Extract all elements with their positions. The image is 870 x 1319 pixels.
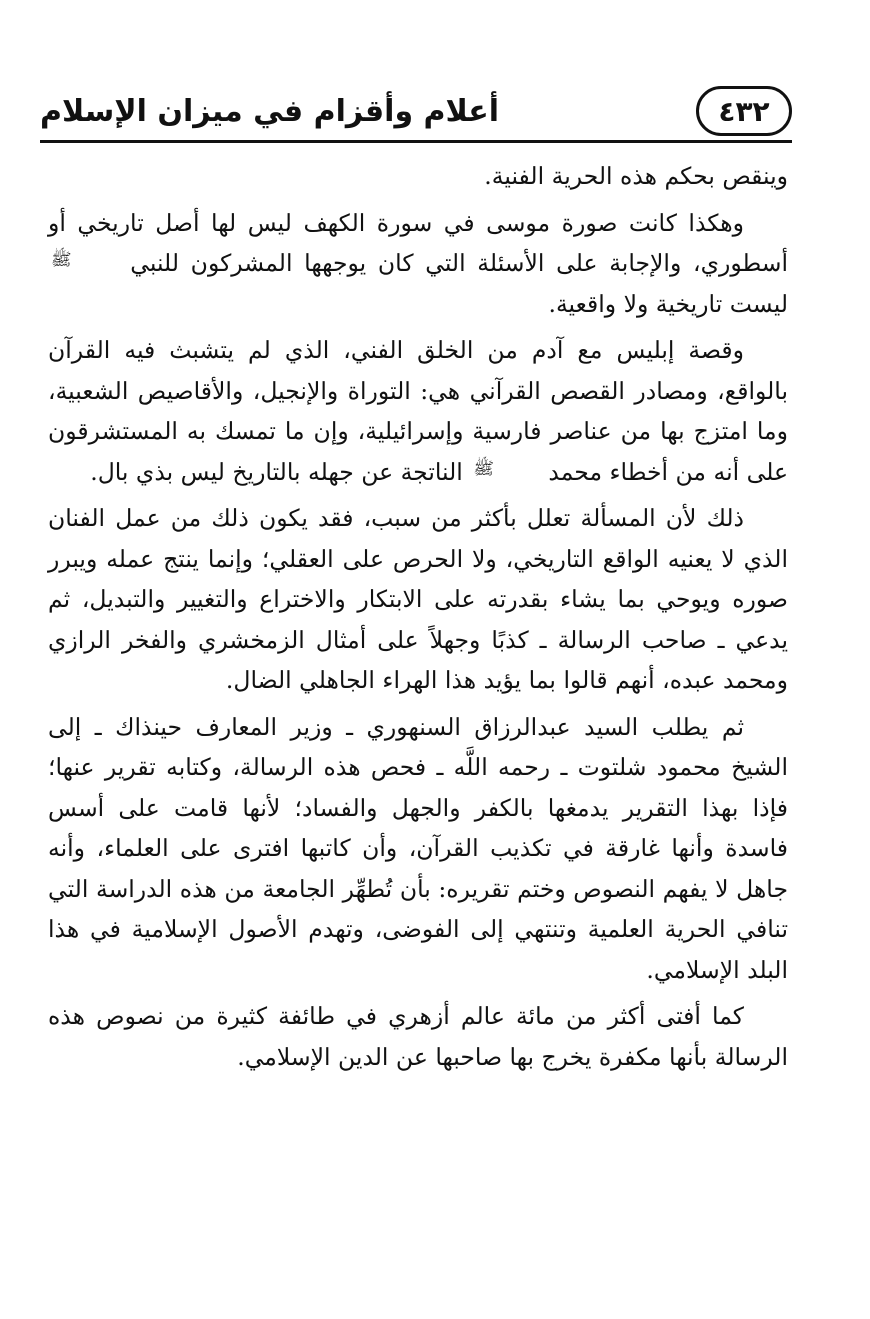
- paragraph-2-text-after: ليست تاريخية ولا واقعية.: [548, 289, 788, 318]
- paragraph-4: ذلك لأن المسألة تعلل بأكثر من سبب، فقد يكون ذلك من عمل الفنان الذي لا يعنيه الواقع التاريخي، ولا الحرص على العقلي؛ وإنما ينتج عمله ويبرر صوره ويوحي بما يشاء بقدرته على الابتكار والاختراع والتغيير والتبديل، ثم يدعي ـ صاحب الرسالة ـ كذبًا وجهلاً على أمثال الزمخشري والفخر الرازي ومحمد عبده، أنهم قالوا بما يؤيد هذا الهراء الجاهلي الضال.: [48, 504, 788, 694]
- paragraph-2-text-before: وهكذا كانت صورة موسى في سورة الكهف ليس لها أصل تاريخي أو أسطوري، والإجابة على الأسئلة التي كان يوجهها المشركون للنبي: [48, 208, 788, 277]
- paragraph-2: [48, 203, 788, 325]
- paragraph-3: [48, 330, 788, 492]
- body-text: [48, 156, 788, 1077]
- paragraph-6: كما أفتى أكثر من مائة عالم أزهري في طائفة كثيرة من نصوص هذه الرسالة بأنها مكفرة يخرج بها صاحبها عن الدين الإسلامي.: [48, 1002, 788, 1071]
- running-title: أعلام وأقزام في ميزان الإسلام: [40, 94, 500, 129]
- page-number: ٤٣٢: [696, 86, 792, 136]
- paragraph-1: وينقص بحكم هذه الحرية الفنية.: [484, 162, 788, 190]
- honorific-glyph: ﷺ: [473, 458, 494, 479]
- paragraph-3-text-after: الناتجة عن جهله بالتاريخ ليس بذي بال.: [90, 457, 463, 486]
- header-divider: [40, 140, 792, 143]
- paragraph-5: ثم يطلب السيد عبدالرزاق السنهوري ـ وزير المعارف حينذاك ـ إلى الشيخ محمود شلتوت ـ رحمه اللَّه ـ فحص هذه الرسالة، وكتابه تقرير عنها؛ فإذا بهذا التقرير يدمغها بالكفر والجهل والفساد؛ لأنها قامت على أسس فاسدة وأنها غارقة في تكذيب القرآن، وأن كاتبها افترى على العلماء، وأنه جاهل لا يفهم النصوص وختم تقريره: بأن تُطهِّر الجامعة من هذه الدراسة التي تنافي الحرية العلمية وتنتهي إلى الفوضى، وتهدم الأصول الإسلامية في هذا البلد الإسلامي.: [48, 712, 788, 984]
- paragraph-3-text-before: وقصة إبليس مع آدم من الخلق الفني، الذي لم يتشبث فيه القرآن بالواقع، ومصادر القصص القرآني هي: التوراة والإنجيل، والأقاصيص الشعبية، وما امتزج بها من عناصر فارسية وإسرائيلية، وإن ما تمسك به المستشرقون على أنه من أخطاء محمد: [48, 336, 788, 486]
- page-header: [40, 84, 792, 148]
- honorific-glyph: ﷺ: [51, 250, 72, 270]
